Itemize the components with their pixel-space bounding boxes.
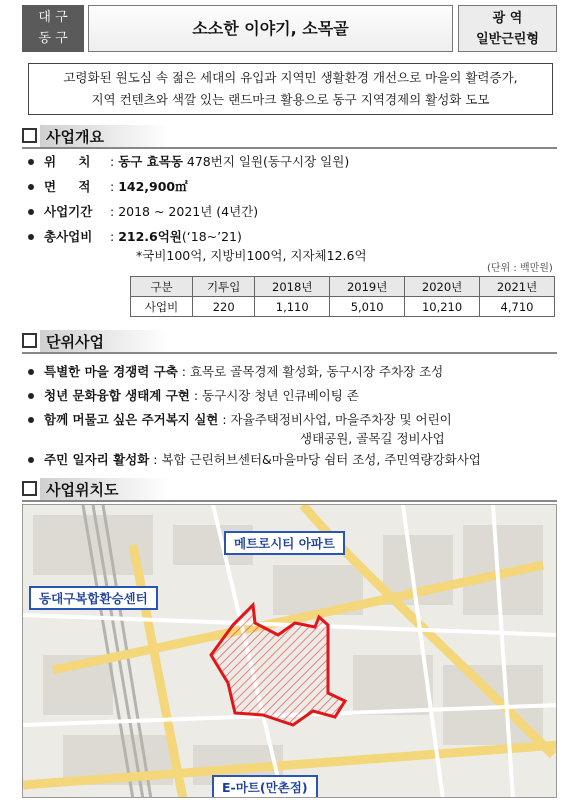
- unit-item-title: 주민 일자리 활성화: [44, 452, 150, 467]
- period-value: 2018 ~ 2021년 (4년간): [118, 204, 259, 219]
- area-label: 면 적: [44, 179, 100, 194]
- table-header-cell: 구분: [131, 277, 193, 297]
- unit-item-desc: : 동구시장 청년 인큐베이팅 존: [189, 388, 359, 403]
- unit-item-desc: : 효목로 골목경제 활성화, 동구시장 주차장 조성: [177, 364, 444, 379]
- period-label: 사업기간: [44, 204, 93, 219]
- page-title: 소소한 이야기, 소목골: [88, 5, 453, 52]
- project-type-badge: [458, 5, 557, 52]
- cost-bold: 212.6억원: [118, 229, 182, 244]
- bullet-icon: [28, 457, 34, 463]
- summary-line-1: 고령화된 원도심 속 젊은 세대의 유입과 지역민 생활환경 개선으로 마을의 활력증가,: [63, 70, 518, 85]
- table-header-cell: 2018년: [255, 277, 330, 297]
- table-header-cell: 2020년: [405, 277, 480, 297]
- unit-item: [28, 386, 359, 404]
- table-cell: 220: [193, 297, 255, 317]
- cost-detail: *국비100억, 지방비100억, 지자체12.6억: [136, 248, 367, 263]
- summary-line-2: 지역 컨텐츠와 색깔 있는 랜드마크 활용으로 동구 지역경제의 활성화 도모: [91, 92, 490, 107]
- table-cell: 사업비: [131, 297, 193, 317]
- cost-label: 총사업비: [44, 229, 93, 244]
- table-header-cell: 2021년: [480, 277, 555, 297]
- unit-item-desc: : 복합 근린허브센터&마을마당 쉼터 조성, 주민역량강화사업: [149, 452, 481, 467]
- unit-item-continuation: 생태공원, 골목길 정비사업: [300, 431, 445, 446]
- unit-item-desc: : 자율주택정비사업, 마을주차장 및 어린이: [218, 412, 452, 427]
- section-header-location: [22, 478, 557, 502]
- overview-period: 사업기간 : 2018 ~ 2021년 (4년간): [28, 202, 258, 220]
- header: [22, 5, 557, 52]
- area-value: 142,900㎡: [118, 179, 188, 194]
- budget-table: [130, 276, 555, 317]
- table-cell: 1,110: [255, 297, 330, 317]
- overview-cost: 총사업비 : 212.6억원(‘18~’21): [28, 227, 242, 245]
- table-header-row: [131, 277, 555, 297]
- region-city: 대 구: [38, 10, 68, 25]
- map-label-metro-apartment: 메트로시티 아파트: [224, 531, 345, 555]
- bullet-icon: [28, 369, 34, 375]
- project-scope: 광 역: [492, 11, 523, 26]
- bullet-icon: [28, 234, 34, 240]
- table-header-cell: 2019년: [330, 277, 405, 297]
- table-header-cell: 기투입: [193, 277, 255, 297]
- unit-item-title: 특별한 마을 경쟁력 구축: [44, 364, 178, 379]
- location-label: 위 치: [44, 154, 100, 169]
- summary-box: [28, 63, 553, 115]
- bullet-icon: [28, 393, 34, 399]
- checkbox-icon: [22, 333, 37, 348]
- overview-area: 면 적 : 142,900㎡: [28, 177, 188, 195]
- unit-item: [28, 362, 443, 380]
- bullet-icon: [28, 417, 34, 423]
- table-row: [131, 297, 555, 317]
- section-title: 사업개요: [46, 128, 104, 146]
- checkbox-icon: [22, 128, 37, 143]
- table-cell: 5,010: [330, 297, 405, 317]
- unit-item: [28, 410, 452, 428]
- unit-item-title: 함께 머물고 싶은 주거복지 실현: [44, 412, 219, 427]
- table-cell: 4,710: [480, 297, 555, 317]
- section-title: 단위사업: [46, 333, 104, 351]
- section-title: 사업위치도: [46, 481, 119, 499]
- region-badge: [22, 5, 84, 52]
- project-type: 일반근린형: [476, 32, 539, 47]
- overview-location: 위 치 : 동구 효목동 478번지 일원(동구시장 일원): [28, 152, 349, 170]
- location-map: [22, 504, 557, 798]
- table-unit: (단위 : 백만원): [487, 263, 553, 274]
- location-bold: 동구 효목동: [118, 154, 183, 169]
- section-header-overview: [22, 125, 557, 149]
- map-label-transit-center: 동대구복합환승센터: [29, 586, 158, 610]
- table-cell: 10,210: [405, 297, 480, 317]
- region-district: 동 구: [38, 31, 68, 46]
- cost-rest: (‘18~’21): [181, 229, 242, 244]
- bullet-icon: [28, 159, 34, 165]
- map-label-emart: E-마트(만촌점): [212, 775, 318, 798]
- location-rest: 478번지 일원(동구시장 일원): [182, 154, 350, 169]
- unit-item-title: 청년 문화융합 생태계 구현: [44, 388, 190, 403]
- section-header-unit-projects: [22, 330, 557, 354]
- bullet-icon: [28, 209, 34, 215]
- unit-item: [28, 450, 481, 468]
- bullet-icon: [28, 184, 34, 190]
- checkbox-icon: [22, 481, 37, 496]
